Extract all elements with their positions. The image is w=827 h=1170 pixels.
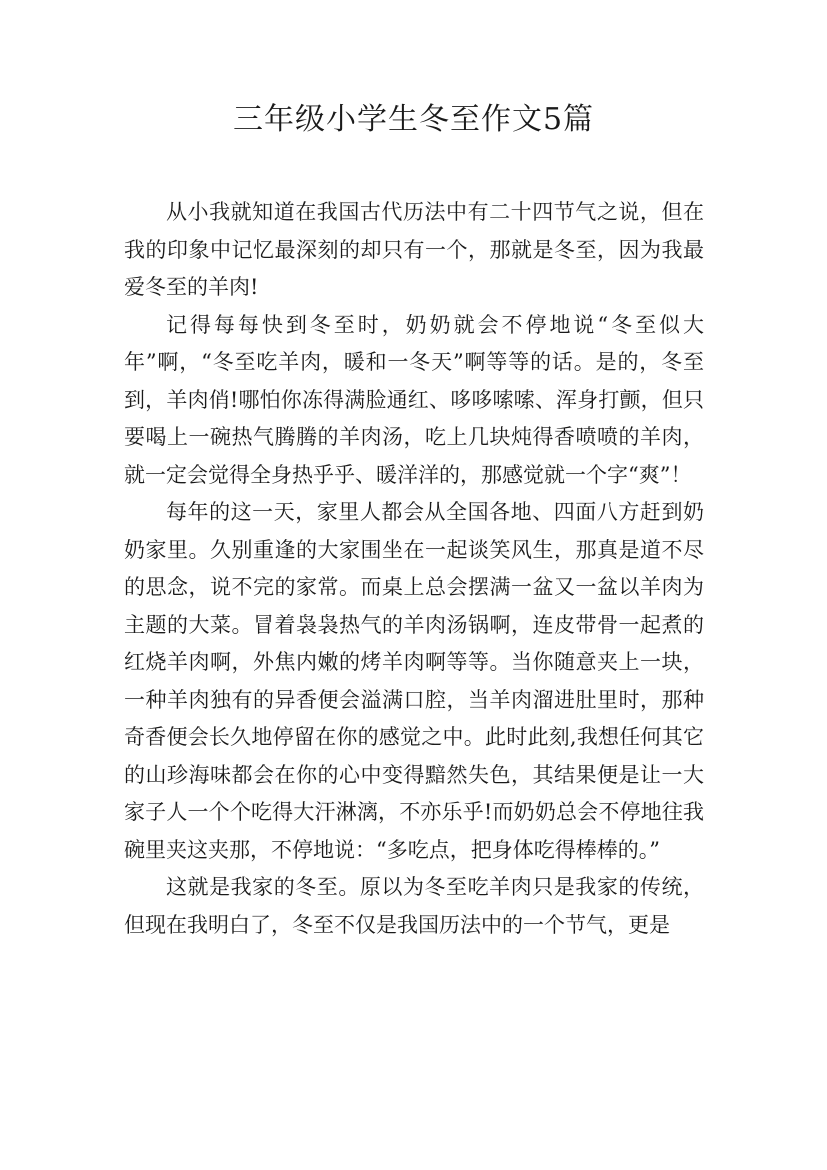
paragraph-4: 这就是我家的冬至。原以为冬至吃羊肉只是我家的传统，但现在我明白了，冬至不仅是我国历法中的一个节气，更是 (124, 875, 704, 937)
document-body (124, 194, 704, 944)
paragraph-2: 记得每每快到冬至时，奶奶就会不停地说“冬至似大年”啊，“冬至吃羊肉，暖和一冬天”啊等等的话。是的，冬至到，羊肉俏!哪怕你冻得满脸通红、哆哆嗦嗦、浑身打颤，但只要喝上一碗热气腾腾的羊肉汤，吃上几块炖得香喷喷的羊肉，就一定会觉得全身热乎乎、暖洋洋的，那感觉就一个字“爽”！ (124, 312, 704, 487)
paragraph-3: 每年的这一天，家里人都会从全国各地、四面八方赶到奶奶家里。久别重逢的大家围坐在一起谈笑风生，那真是道不尽的思念，说不完的家常。而桌上总会摆满一盆又一盆以羊肉为主题的大菜。冒着袅袅热气的羊肉汤锅啊，连皮带骨一起煮的红烧羊肉啊，外焦内嫩的烤羊肉啊等等。当你随意夹上一块，一种羊肉独有的异香便会溢满口腔，当羊肉溜进肚里时，那种奇香便会长久地停留在你的感觉之中。此时此刻,我想任何其它的山珍海味都会在你的心中变得黯然失色，其结果便是让一大家子人一个个吃得大汗淋漓，不亦乐乎!而奶奶总会不停地往我碗里夹这夹那，不停地说：“多吃点，把身体吃得棒棒的。” (124, 500, 704, 862)
paragraph-1: 从小我就知道在我国古代历法中有二十四节气之说，但在我的印象中记忆最深刻的却只有一个，那就是冬至，因为我最爱冬至的羊肉! (124, 200, 704, 299)
document-title: 三年级小学生冬至作文5篇 (232, 102, 595, 137)
